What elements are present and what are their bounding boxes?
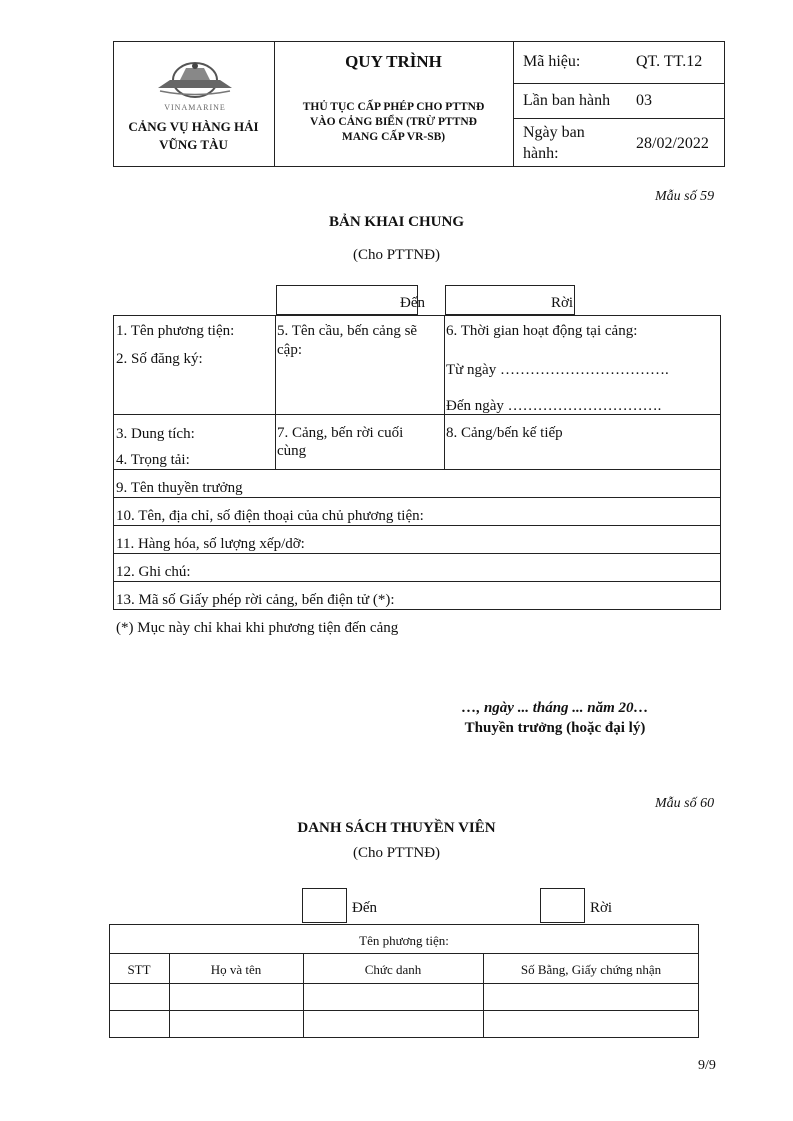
form59-arrive-checkbox[interactable] bbox=[276, 285, 418, 315]
field-capacity: 3. Dung tích: bbox=[116, 426, 195, 442]
org-name-line1: CẢNG VỤ HÀNG HẢI bbox=[128, 119, 259, 134]
logo-text: VINAMARINE bbox=[164, 103, 226, 112]
field-to-date: Đến ngày …………………………. bbox=[446, 398, 662, 414]
crew-col-name: Họ và tên bbox=[210, 962, 262, 977]
field-registration-no: 2. Số đăng ký: bbox=[116, 351, 203, 367]
form59-signer: Thuyền trưởng (hoặc đại lý) bbox=[464, 720, 646, 736]
edition-label: Lần ban hành bbox=[523, 92, 611, 109]
field-port-time: 6. Thời gian hoạt động tại cảng: bbox=[446, 323, 638, 339]
crew-col-title: Chức danh bbox=[364, 962, 422, 977]
org-name-line2: VŨNG TÀU bbox=[159, 137, 228, 152]
field-last-port-line1: 7. Cảng, bến rời cuối bbox=[277, 425, 404, 441]
field-deadweight: 4. Trọng tải: bbox=[116, 452, 190, 468]
field-cargo: 11. Hàng hóa, số lượng xếp/dỡ: bbox=[116, 536, 305, 552]
crew-col-certificate: Số Bằng, Giấy chứng nhận bbox=[520, 962, 662, 977]
doc-subtitle-line2: VÀO CẢNG BIỂN (TRỪ PTTNĐ bbox=[310, 116, 477, 128]
field-e-permit-code: 13. Mã số Giấy phép rời cảng, bến điện tử (*): bbox=[116, 592, 395, 608]
field-owner-info: 10. Tên, địa chỉ, số điện thoại của chủ phương tiện: bbox=[116, 508, 424, 524]
form59-subtitle: (Cho PTTNĐ) bbox=[352, 247, 441, 263]
field-next-port: 8. Cảng/bến kế tiếp bbox=[446, 425, 563, 441]
field-berth-line2: cập: bbox=[277, 342, 302, 358]
form59-footnote: (*) Mục này chỉ khai khi phương tiện đến cảng bbox=[116, 620, 399, 636]
vinamarine-logo bbox=[150, 58, 240, 108]
form59-title: BẢN KHAI CHUNG bbox=[328, 214, 464, 230]
code-value: QT. TT.12 bbox=[636, 53, 703, 70]
form60-title: DANH SÁCH THUYỀN VIÊN bbox=[297, 820, 496, 836]
form59-arrive-label: Đến bbox=[400, 295, 425, 311]
form59-depart-label: Rời bbox=[551, 295, 574, 311]
field-vessel-name: 1. Tên phương tiện: bbox=[116, 323, 235, 339]
date-label-line2: hành: bbox=[523, 145, 559, 162]
field-master-name: 9. Tên thuyền trưởng bbox=[116, 480, 243, 496]
form59-table bbox=[113, 315, 721, 610]
crew-col-stt: STT bbox=[127, 962, 151, 977]
crew-vessel-name: Tên phương tiện: bbox=[359, 933, 449, 948]
date-label-line1: Ngày ban bbox=[523, 124, 585, 141]
field-from-date: Từ ngày ……………………………. bbox=[446, 362, 669, 378]
doc-title: QUY TRÌNH bbox=[345, 52, 442, 71]
date-value: 28/02/2022 bbox=[636, 135, 709, 152]
form59-number: Mẫu số 59 bbox=[655, 189, 715, 204]
form60-arrive-checkbox[interactable] bbox=[302, 888, 347, 923]
form60-arrive-label: Đến bbox=[352, 900, 377, 916]
form60-subtitle: (Cho PTTNĐ) bbox=[352, 845, 441, 861]
field-notes: 12. Ghi chú: bbox=[116, 564, 191, 580]
form60-depart-label: Rời bbox=[590, 900, 613, 916]
code-label: Mã hiệu: bbox=[523, 53, 581, 70]
page-number: 9/9 bbox=[698, 1058, 716, 1073]
doc-subtitle-line1: THỦ TỤC CẤP PHÉP CHO PTTNĐ bbox=[302, 101, 485, 113]
form59-date-line: …, ngày ... tháng ... năm 20… bbox=[461, 700, 649, 716]
field-last-port-line2: cùng bbox=[277, 443, 307, 459]
doc-subtitle-line3: MANG CẤP VR-SB) bbox=[341, 131, 446, 143]
field-berth-line1: 5. Tên cầu, bến cảng sẽ bbox=[277, 323, 418, 339]
form60-depart-checkbox[interactable] bbox=[540, 888, 585, 923]
edition-value: 03 bbox=[636, 92, 652, 109]
form60-number: Mẫu số 60 bbox=[655, 796, 715, 811]
